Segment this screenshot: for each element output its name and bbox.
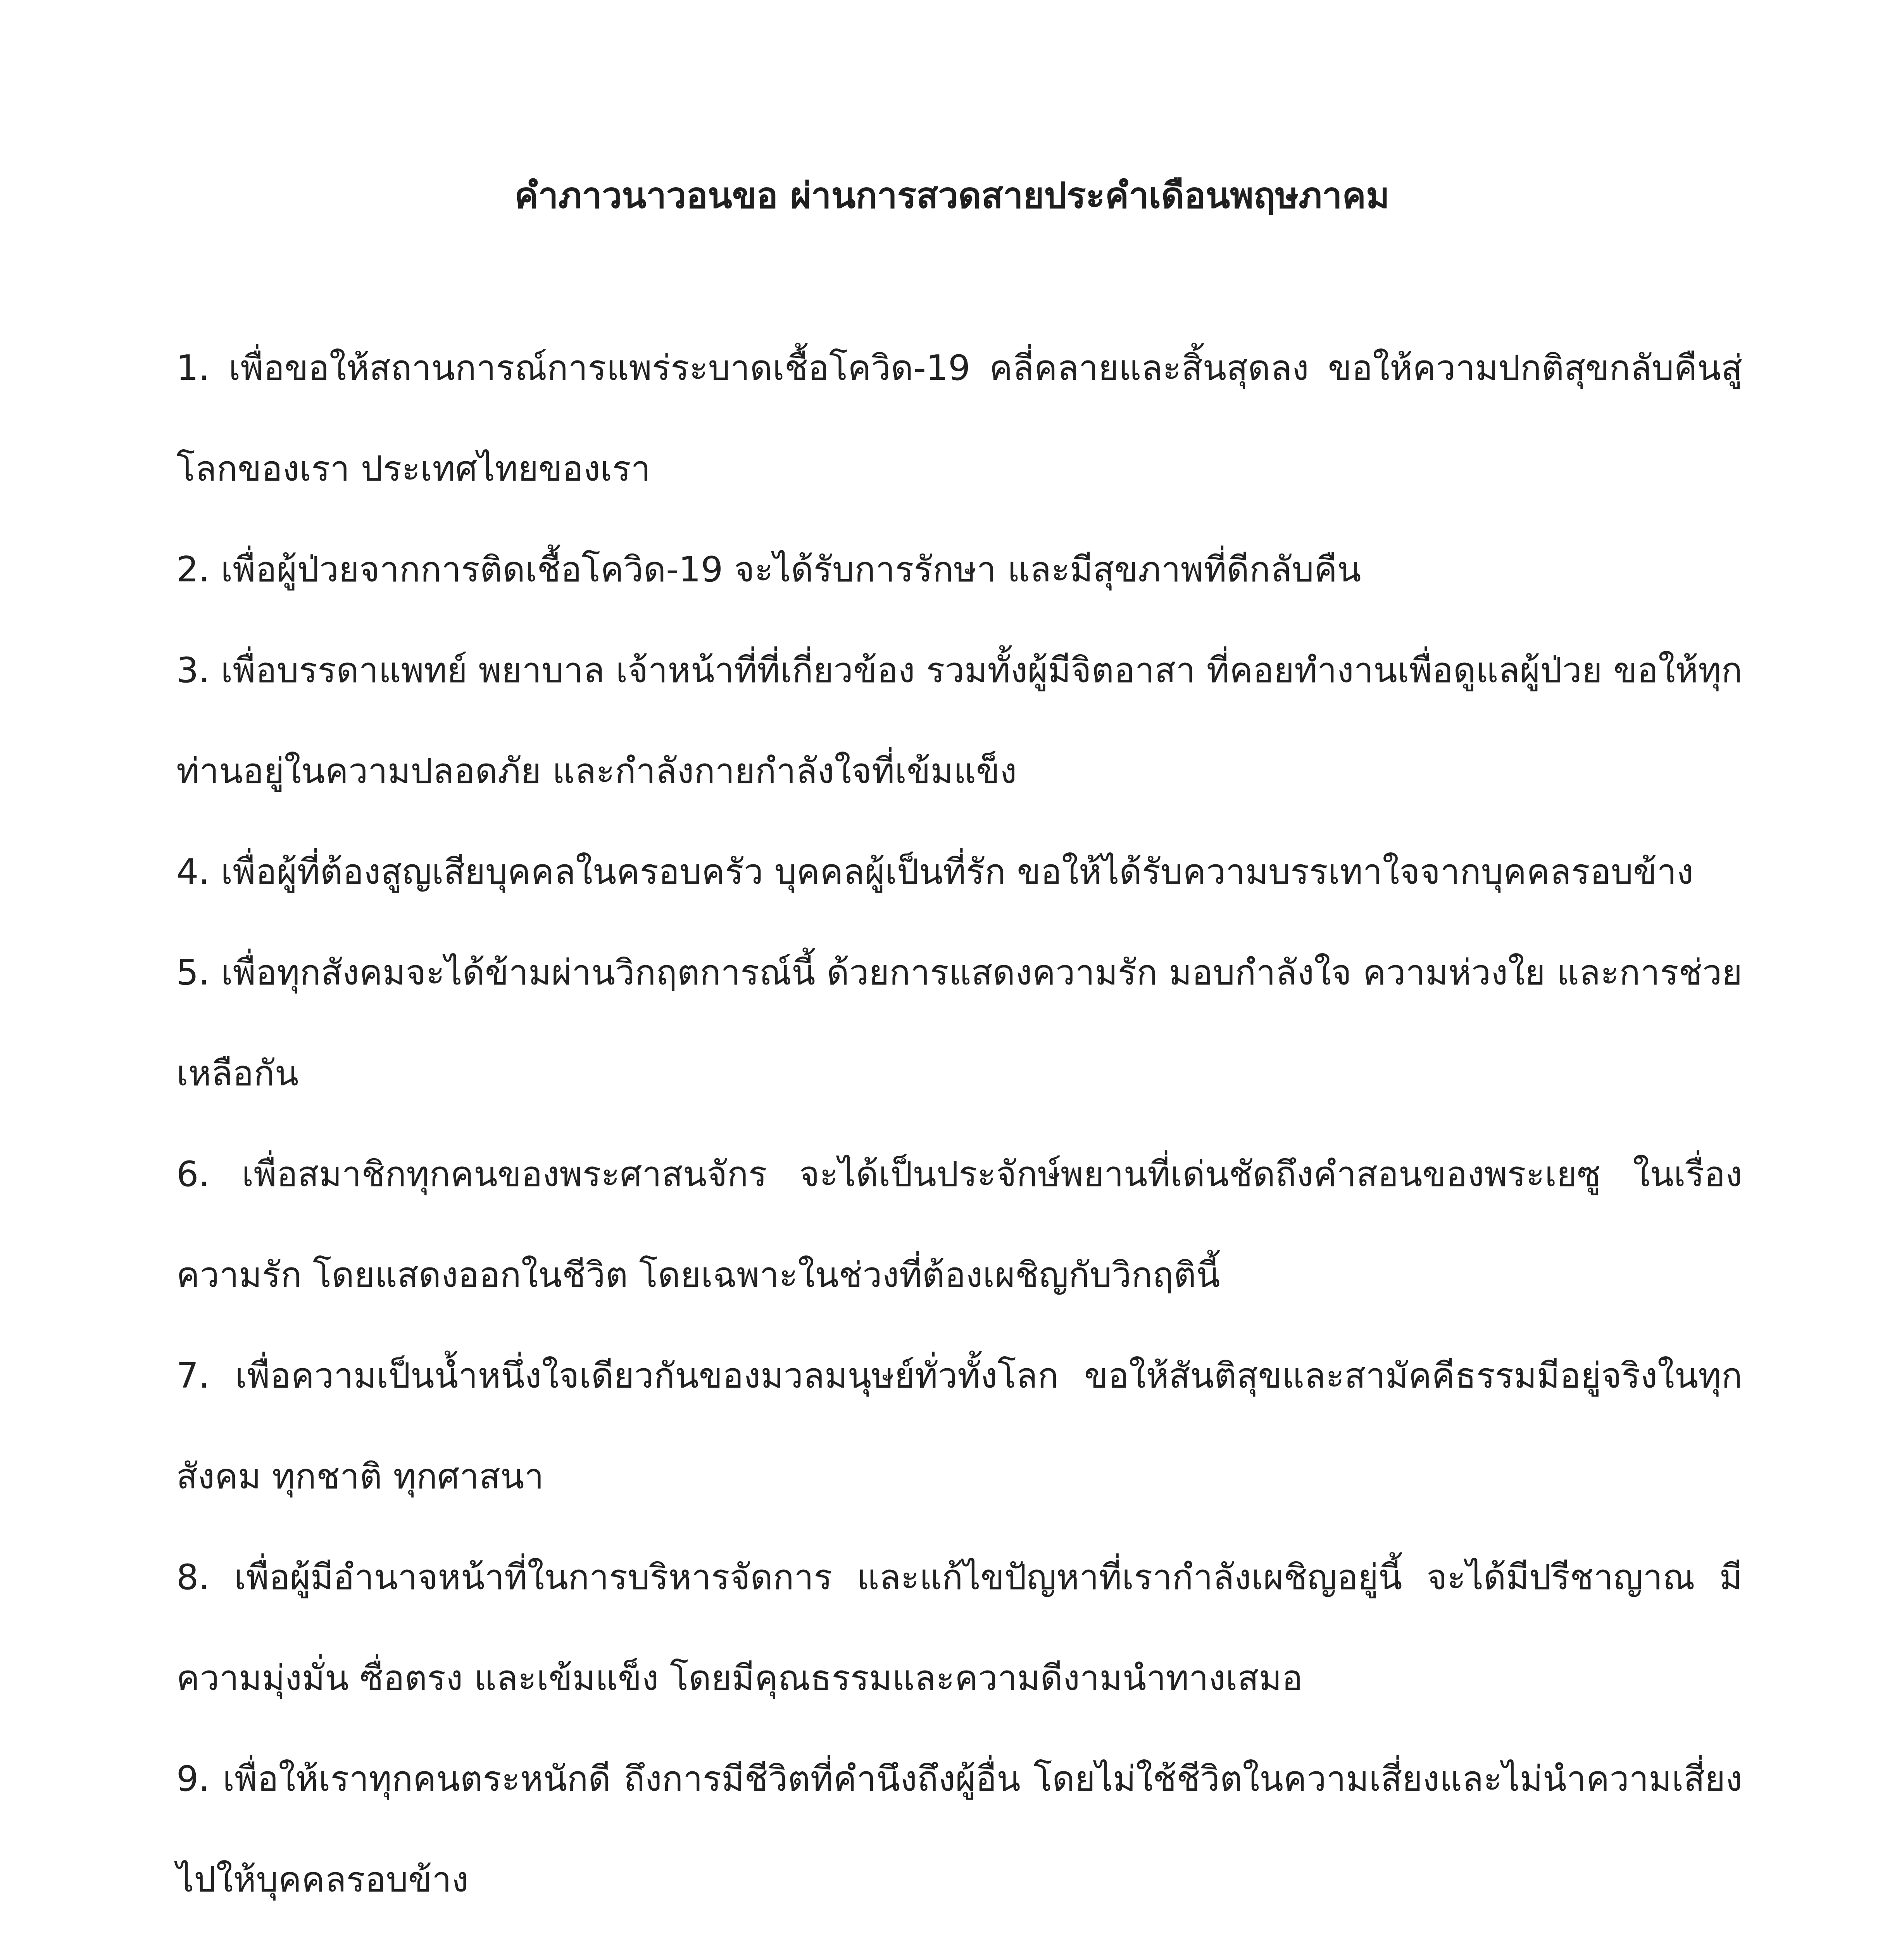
prayer-item-7: 7. เพื่อความเป็นน้ำหนึ่งใจเดียวกันของมวลมนุษย์ทั่วทั้งโลก ขอให้สันติสุขและสามัคคีธรรมมีอยู่จริงในทุกสังคม ทุกชาติ ทุกศาสนา <box>176 1355 1742 1497</box>
prayer-item-3: 3. เพื่อบรรดาแพทย์ พยาบาล เจ้าหน้าที่ที่เกี่ยวข้อง รวมทั้งผู้มีจิตอาสา ที่คอยทำงานเพื่อดูแลผู้ป่วย ขอให้ทุกท่านอยู่ในความปลอดภัย และกำลังกายกำลังใจที่เข้มแข็ง <box>176 650 1742 791</box>
prayer-item-2: 2. เพื่อผู้ป่วยจากการติดเชื้อโควิด-19 จะได้รับการรักษา และมีสุขภาพที่ดีกลับคืน <box>176 549 1361 590</box>
prayer-item-9: 9. เพื่อให้เราทุกคนตระหนักดี ถึงการมีชีวิตที่คำนึงถึงผู้อื่น โดยไม่ใช้ชีวิตในความเสี่ยงและไม่นำความเสี่ยงไปให้บุคคลรอบข้าง <box>176 1759 1742 1900</box>
prayer-list <box>176 318 1742 1938</box>
prayer-item-10 <box>176 1930 1742 1938</box>
prayer-item-5: 5. เพื่อทุกสังคมจะได้ข้ามผ่านวิกฤตการณ์นี้ ด้วยการแสดงความรัก มอบกำลังใจ ความห่วงใย และการช่วยเหลือกัน <box>176 952 1742 1094</box>
document-title: คำภาวนาวอนขอ ผ่านการสวดสายประคำเดือนพฤษภาคม <box>514 175 1390 216</box>
prayer-item-4: 4. เพื่อผู้ที่ต้องสูญเสียบุคคลในครอบครัว บุคคลผู้เป็นที่รัก ขอให้ได้รับความบรรเทาใจจากบุคคลรอบข้าง <box>176 852 1694 892</box>
prayer-item-8: 8. เพื่อผู้มีอำนาจหน้าที่ในการบริหารจัดการ และแก้ไขปัญหาที่เรากำลังเผชิญอยู่นี้ จะได้มีปรีชาญาณ มีความมุ่งมั่น ซื่อตรง และเข้มแข็ง โดยมีคุณธรรมและความดีงามนำทางเสมอ <box>176 1557 1742 1698</box>
prayer-item-6: 6. เพื่อสมาชิกทุกคนของพระศาสนจักร จะได้เป็นประจักษ์พยานที่เด่นชัดถึงคำสอนของพระเยซู ในเรื่องความรัก โดยแสดงออกในชีวิต โดยเฉพาะในช่วงที่ต้องเผชิญกับวิกฤตินี้ <box>176 1154 1742 1295</box>
prayer-item-1: 1. เพื่อขอให้สถานการณ์การแพร่ระบาดเชื้อโควิด-19 คลี่คลายและสิ้นสุดลง ขอให้ความปกติสุขกลับคืนสู่โลกของเรา ประเทศไทยของเรา <box>176 348 1742 489</box>
